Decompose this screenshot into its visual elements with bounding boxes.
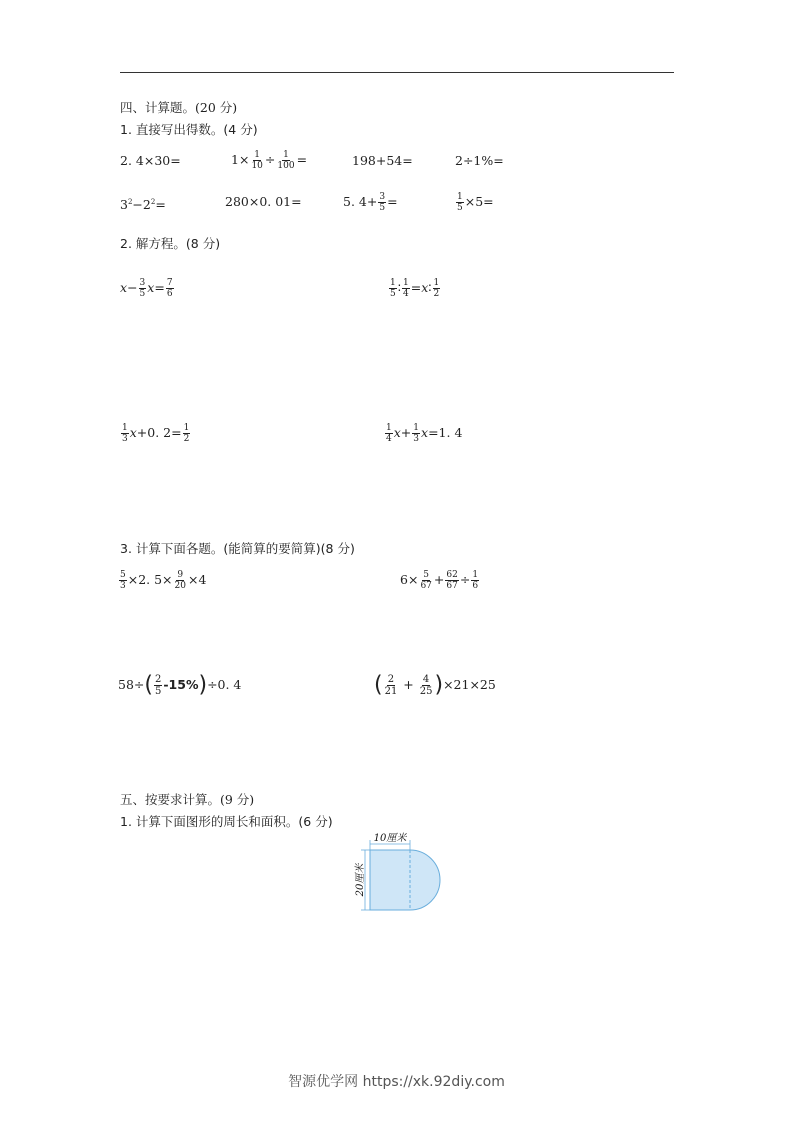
q1-item-d: 2÷1%= (455, 153, 504, 168)
section-5-title: 五、按要求计算。(9 分) (120, 792, 255, 807)
q1-item-e: $3^2-2^2=$ (120, 197, 166, 213)
header-rule (120, 72, 674, 73)
footer-watermark: 智源优学网 https://xk.92diy.com (288, 1074, 505, 1090)
equation-a: x− $\frac{3}{5}$ x= $\frac{7}{6}$ (120, 278, 173, 299)
calc-a: $\frac{5}{3}$ ×2. 5× $\frac{9}{20}$ ×4 (120, 570, 207, 591)
figure-shape (370, 850, 440, 910)
q1-item-g: 5. 4+ $\frac{3}{5}$ = (343, 192, 398, 213)
equation-b: $\frac{1}{5}$ ∶ $\frac{1}{4}$ =x∶ $\frac{1}{2}$ (390, 278, 440, 299)
q1-item-f: 280×0. 01= (225, 194, 302, 209)
q1-item-b: 1× $\frac{1}{10}$ ÷ $\frac{1}{100}$ = (231, 150, 308, 171)
equation-c: $\frac{1}{3}$ x+0. 2= $\frac{1}{2}$ (122, 423, 190, 444)
q1-item-h: $\frac{1}{5}$ ×5= (457, 192, 494, 213)
calc-d: ( $\frac{2}{21}$ + $\frac{4}{25}$ )×21×25 (374, 672, 496, 698)
q1-item-c: 198+54= (352, 153, 413, 168)
calc-c: 58÷( $\frac{2}{5}$ -15%)÷0. 4 (118, 672, 242, 698)
equation-d: $\frac{1}{4}$ x+ $\frac{1}{3}$ x=1. 4 (386, 423, 463, 444)
height-label: 20厘米 (355, 863, 366, 897)
question-1-title: 1. 直接写出得数。(4 分) (120, 122, 258, 137)
section-5-question-1-title: 1. 计算下面图形的周长和面积。(6 分) (120, 814, 333, 829)
calc-b: 6× $\frac{5}{67}$ + $\frac{62}{67}$ ÷ $\frac{1}{6}$ (400, 570, 479, 591)
question-3-title: 3. 计算下面各题。(能简算的要简算)(8 分) (120, 541, 355, 556)
question-2-title: 2. 解方程。(8 分) (120, 236, 221, 251)
rectangle-semicircle-figure (352, 830, 442, 914)
width-label: 10厘米 (373, 833, 407, 844)
q1-item-a: 2. 4×30= (120, 153, 181, 168)
section-4-title: 四、计算题。(20 分) (120, 100, 238, 115)
